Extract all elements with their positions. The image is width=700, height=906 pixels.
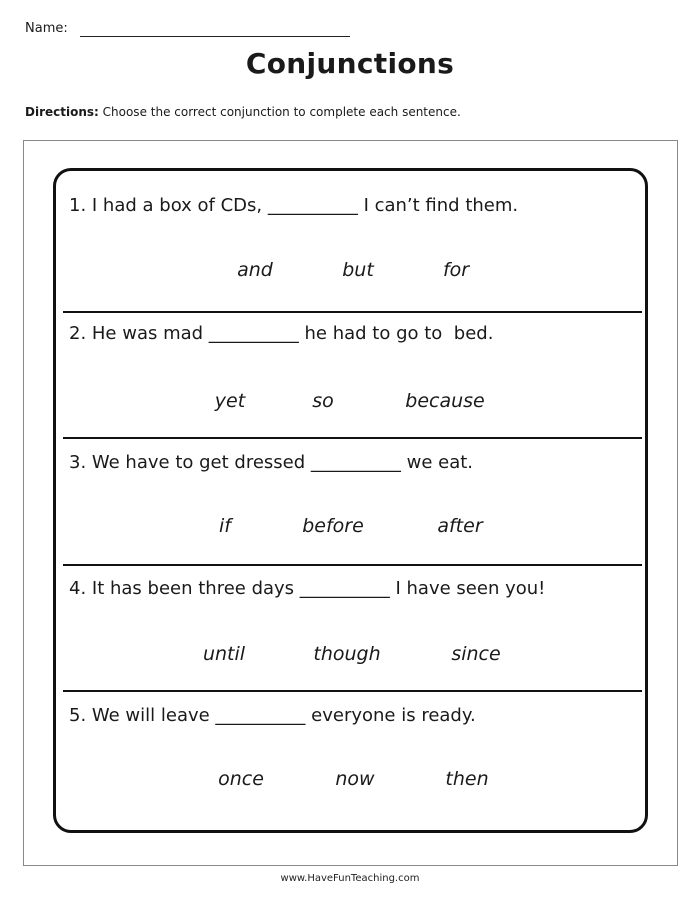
question-1-options <box>56 256 645 286</box>
question-5-text: 5. We will leave __________ everyone is ready. <box>69 705 476 726</box>
question-5 <box>56 692 645 830</box>
name-label: Name: <box>25 21 68 36</box>
option-for[interactable]: for <box>442 259 470 281</box>
question-4-options <box>56 640 645 670</box>
option-but[interactable]: but <box>342 259 374 281</box>
question-2-options <box>56 387 645 417</box>
option-then[interactable]: then <box>445 768 489 790</box>
question-2 <box>56 313 645 440</box>
question-3-options <box>56 512 645 542</box>
question-4 <box>56 566 645 693</box>
question-1 <box>56 171 645 313</box>
question-3-text: 3. We have to get dressed __________ we eat. <box>69 452 473 473</box>
footer-site: www.HaveFunTeaching.com <box>280 873 420 884</box>
option-yet[interactable]: yet <box>214 390 246 412</box>
option-so[interactable]: so <box>312 390 334 412</box>
option-once[interactable]: once <box>218 768 264 790</box>
option-now[interactable]: now <box>335 768 375 790</box>
directions <box>25 104 461 120</box>
option-until[interactable]: until <box>202 643 246 665</box>
name-write-line[interactable] <box>80 24 350 37</box>
option-because[interactable]: because <box>405 390 485 412</box>
option-before[interactable]: before <box>302 515 364 537</box>
directions-label: Directions: <box>25 105 99 119</box>
option-though[interactable]: though <box>313 643 381 665</box>
option-and[interactable]: and <box>237 259 273 281</box>
question-5-options <box>56 765 645 795</box>
question-1-text: 1. I had a box of CDs, __________ I can’t find them. <box>69 195 519 216</box>
page-title: Conjunctions <box>245 47 455 80</box>
question-card <box>53 168 648 833</box>
option-after[interactable]: after <box>437 515 483 537</box>
question-4-text: 4. It has been three days __________ I have seen you! <box>69 578 546 599</box>
option-since[interactable]: since <box>451 643 501 665</box>
directions-text: Choose the correct conjunction to complete each sentence. <box>98 105 461 119</box>
option-if[interactable]: if <box>219 515 231 537</box>
name-row <box>25 21 350 37</box>
question-3 <box>56 439 645 566</box>
question-2-text: 2. He was mad __________ he had to go to bed. <box>69 323 494 344</box>
